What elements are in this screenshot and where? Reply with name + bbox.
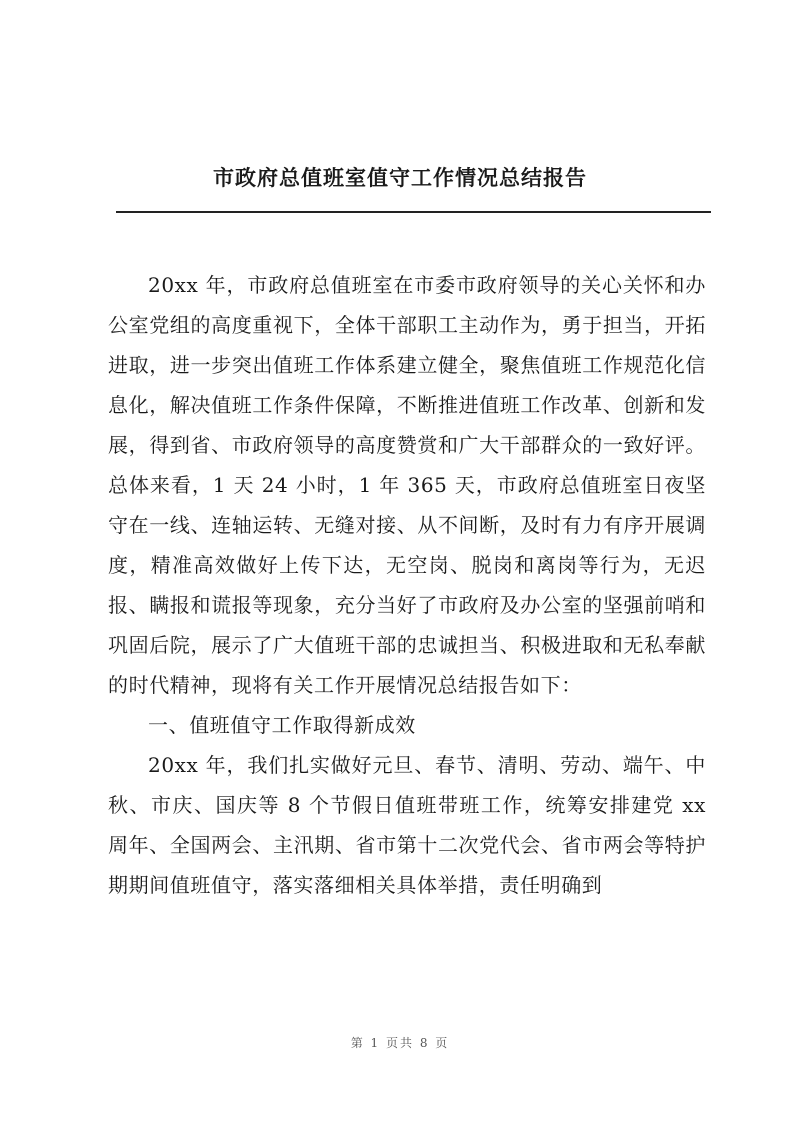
body-paragraph-intro: 20xx 年，市政府总值班室在市委市政府领导的关心关怀和办公室党组的高度重视下，全体干部职工主动作为，勇于担当，开拓进取，进一步突出值班工作体系建立健全，聚焦值班工作规范化信息化，解决值班工作条件保障，不断推进值班工作改革、创新和发展，得到省、市政府领导的高度赞赏和广大干部群众的一致好评。总体来看，1 天 24 小时，1 年 365 天，市政府总值班室日夜坚守在一线、连轴运转、无缝对接、从不间断，及时有力有序开展调度，精准高效做好上传下达，无空岗、脱岗和离岗等行为，无迟报、瞒报和谎报等现象，充分当好了市政府及办公室的坚强前哨和巩固后院，展示了广大值班干部的忠诚担当、积极进取和无私奉献的时代精神，现将有关工作开展情况总结报告如下： (108, 273, 706, 697)
title-divider (116, 211, 711, 213)
body-paragraph-section-1: 20xx 年，我们扎实做好元旦、春节、清明、劳动、端午、中秋、市庆、国庆等 8 个节假日值班带班工作，统筹安排建党 xx 周年、全国两会、主汛期、省市第十二次党代会、省市两会等特护期期间值班值守，落实落细相关具体举措，责任明确到 (108, 753, 706, 897)
section-heading-1: 一、值班值守工作取得新成效 (148, 713, 416, 737)
document-body (108, 265, 706, 905)
page-number-footer: 第 1 页共 8 页 (350, 1036, 450, 1050)
document-title: 市政府总值班室值守工作情况总结报告 (213, 165, 587, 190)
